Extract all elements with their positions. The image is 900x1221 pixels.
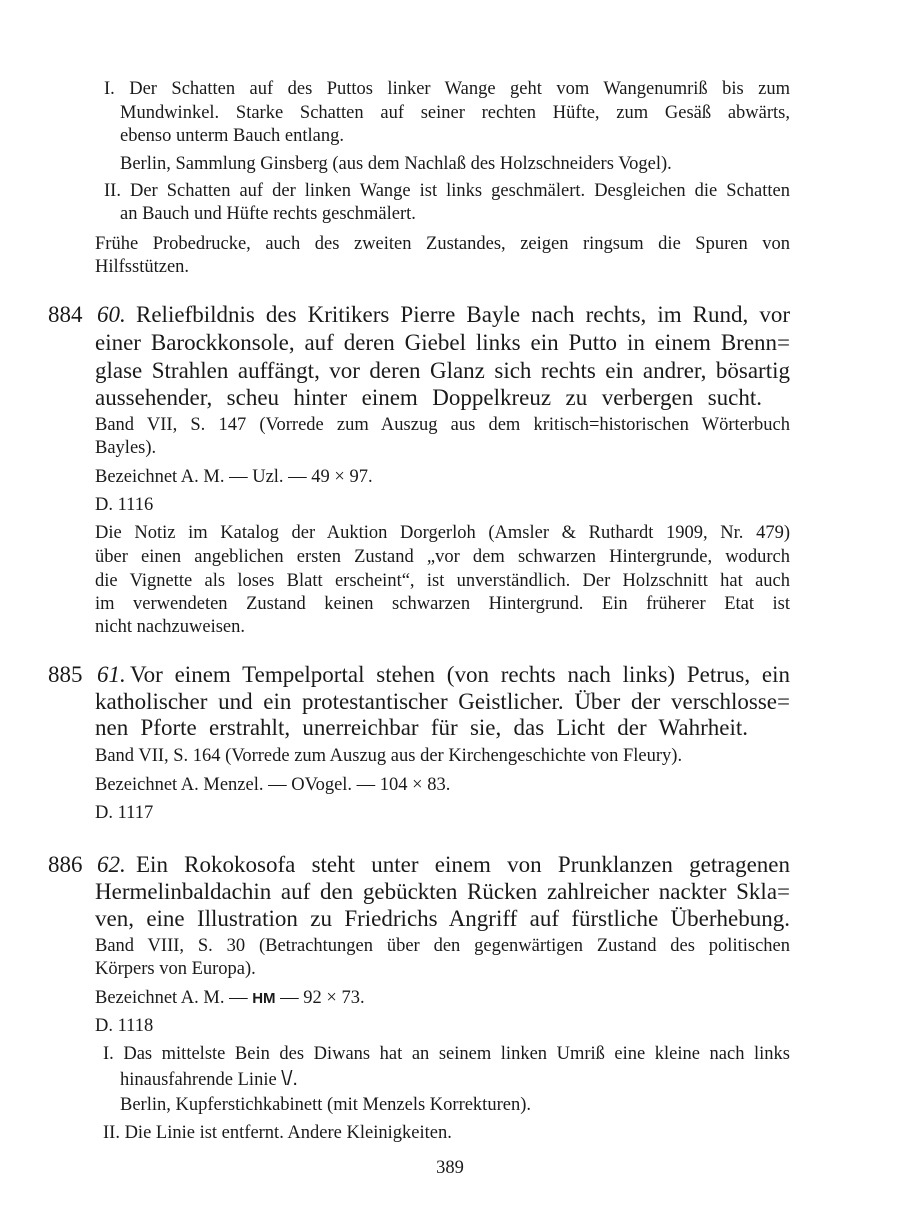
entry886-state1-location: Berlin, Kupferstichkabinett (mit Menzels Korrekturen). (120, 1095, 531, 1115)
dorgerloh-reference: D. 1116 (95, 495, 154, 515)
entry-note-line: über einen angeblichen ersten Zustand „vor dem schwarzen Hintergrunde, wodurch (95, 547, 790, 567)
intro-state1-line2: Mundwinkel. Starke Schatten auf seiner rechten Hüfte, zum Gesäß abwärts, (120, 103, 790, 123)
intro-state2-line1: II. Der Schatten auf der linken Wange ist links geschmälert. Desgleichen die Schatten (104, 181, 790, 201)
entry-title-line: aussehender, scheu hinter einem Doppelkreuz zu verbergen sucht. (95, 385, 762, 410)
line-mark-glyph: \/. (281, 1068, 298, 1090)
signature-suffix: — 92 × 73. (280, 988, 365, 1008)
entry-note-line: die Vignette als loses Blatt erscheint“, ist unverständlich. Der Holzschnitt hat auch (95, 571, 790, 591)
page-number: 389 (436, 1158, 464, 1178)
entry-title-line: Reliefbildnis des Kritikers Pierre Bayle nach rechts, im Rund, vor (136, 302, 790, 327)
signature-prefix: Bezeichnet A. M. — (95, 988, 248, 1008)
plate-number: 60. (97, 302, 126, 327)
dorgerloh-reference: D. 1117 (95, 803, 154, 823)
band-reference: Band VIII, S. 30 (Betrachtungen über den gegenwärtigen Zustand des politischen (95, 936, 790, 956)
entry-note-line: Die Notiz im Katalog der Auktion Dorgerloh (Amsler & Ruthardt 1909, Nr. 479) (95, 523, 790, 543)
band-reference: Band VII, S. 164 (Vorrede zum Auszug aus der Kirchengeschichte von Fleury). (95, 746, 683, 766)
signature-line (95, 989, 365, 1008)
entry886-state1-line1: I. Das mittelste Bein des Diwans hat an seinem linken Umriß eine kleine nach links (103, 1044, 790, 1064)
intro-state1-line1: I. Der Schatten auf des Puttos linker Wange geht vom Wangenumriß bis zum (104, 79, 790, 99)
intro-state1-line3: ebenso unterm Bauch entlang. (120, 126, 344, 146)
intro-note-line1: Frühe Probedrucke, auch des zweiten Zustandes, zeigen ringsum die Spuren von (95, 234, 790, 254)
entry886-state2: II. Die Linie ist entfernt. Andere Kleinigkeiten. (103, 1123, 452, 1143)
intro-note-line2: Hilfsstützen. (95, 257, 190, 277)
entry-title-line: nen Pforte erstrahlt, unerreichbar für sie, das Licht der Wahrheit. (95, 715, 748, 740)
monogram-hm: HM (252, 990, 276, 1007)
plate-number: 62. (97, 852, 126, 877)
entry-title-line: Vor einem Tempelportal stehen (von rechts nach links) Petrus, ein (130, 662, 790, 687)
entry-title-line: Ein Rokokosofa steht unter einem von Prunklanzen getragenen (136, 852, 790, 877)
entry-title-line: Hermelinbaldachin auf den gebückten Rücken zahlreicher nackter Skla= (95, 879, 790, 904)
entry886-state1-line2 (120, 1069, 298, 1090)
plate-number: 61. (97, 662, 126, 687)
catalog-number: 885 (48, 662, 83, 687)
band-reference: Körpers von Europa). (95, 959, 256, 979)
catalog-number: 886 (48, 852, 83, 877)
entry-note-line: nicht nachzuweisen. (95, 617, 245, 637)
catalog-number: 884 (48, 302, 83, 327)
entry-title-line: katholischer und ein protestantischer Geistlicher. Über der verschlosse= (95, 689, 790, 714)
intro-state1-location: Berlin, Sammlung Ginsberg (aus dem Nachlaß des Holzschneiders Vogel). (120, 154, 672, 174)
entry-title-line: einer Barockkonsole, auf deren Giebel links ein Putto in einem Brenn= (95, 330, 790, 355)
band-reference: Band VII, S. 147 (Vorrede zum Auszug aus dem kritisch=historischen Wörterbuch (95, 415, 790, 435)
entry-title-line: glase Strahlen auffängt, vor deren Glanz sich rechts ein andrer, bösartig (95, 358, 790, 383)
entry-note-line: im verwendeten Zustand keinen schwarzen Hintergrund. Ein früherer Etat ist (95, 594, 790, 614)
state1-text: hinausfahrende Linie (120, 1070, 277, 1090)
intro-state2-line2: an Bauch und Hüfte rechts geschmälert. (120, 204, 416, 224)
signature-line: Bezeichnet A. M. — Uzl. — 49 × 97. (95, 467, 373, 487)
signature-line: Bezeichnet A. Menzel. — OVogel. — 104 × 83. (95, 775, 451, 795)
band-reference: Bayles). (95, 438, 157, 458)
dorgerloh-reference: D. 1118 (95, 1016, 154, 1036)
entry-title-line: ven, eine Illustration zu Friedrichs Angriff auf fürstliche Überhebung. (95, 906, 790, 931)
